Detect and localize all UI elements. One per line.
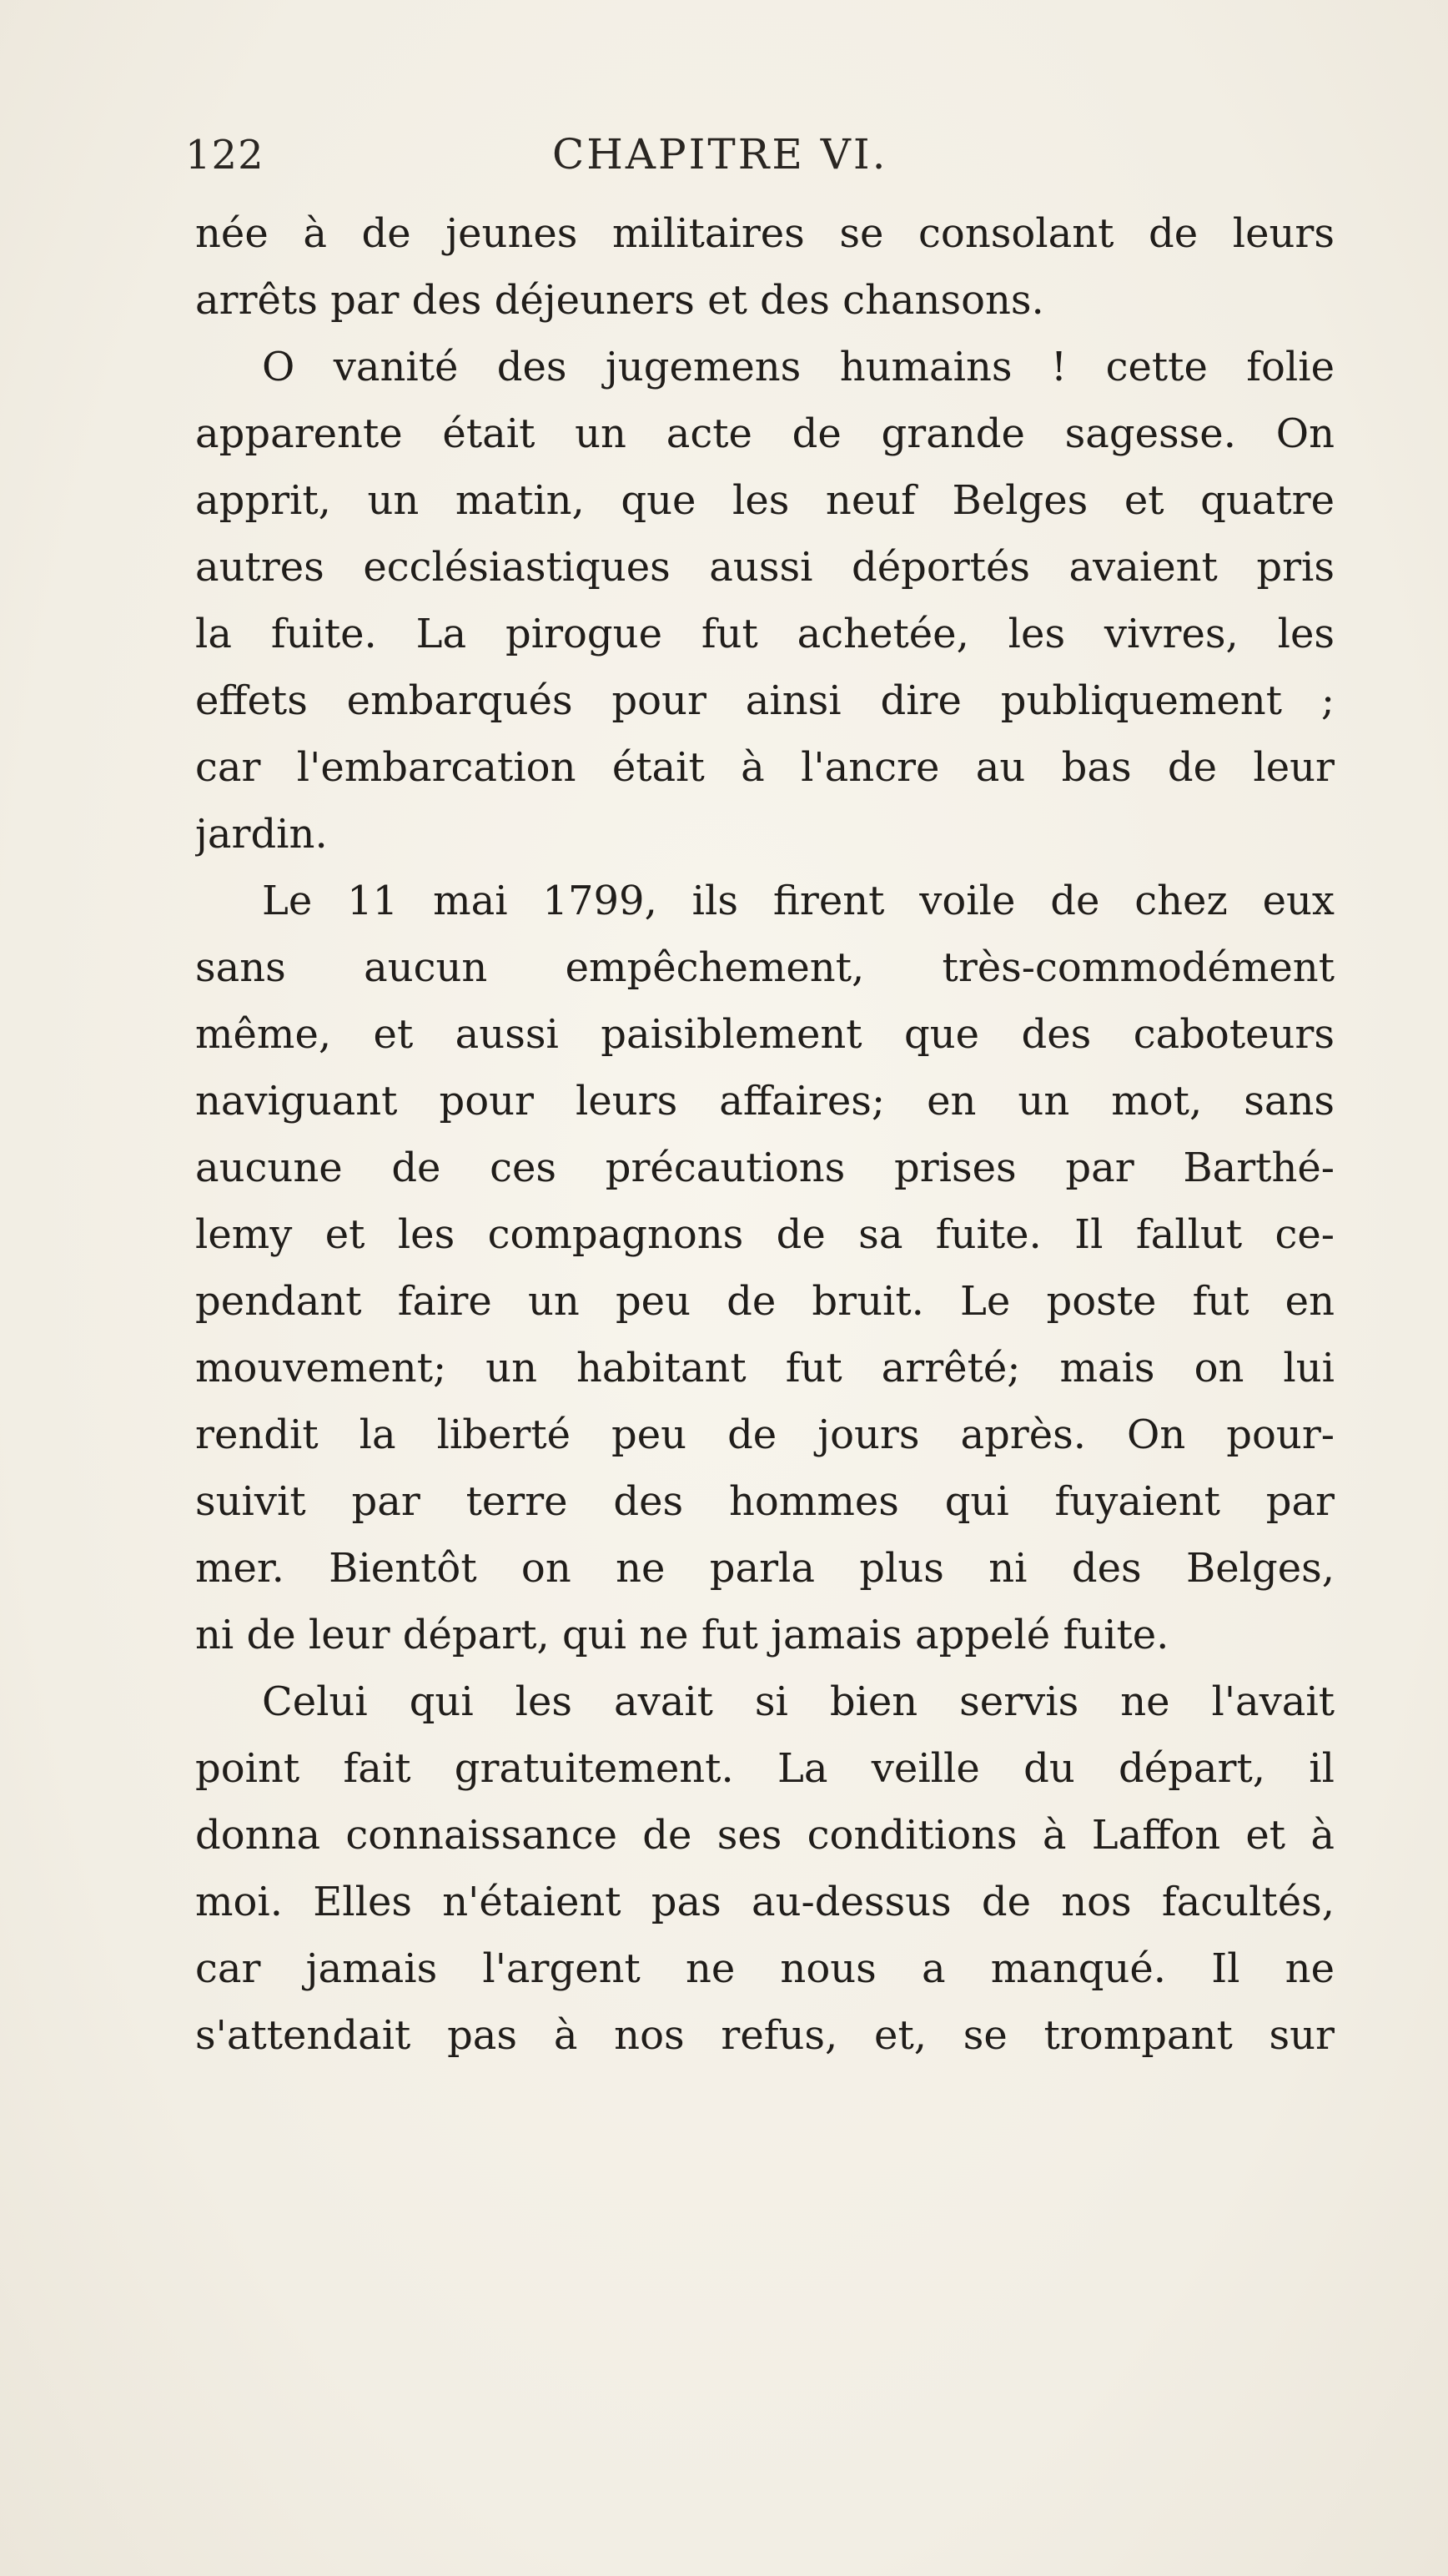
page-number: 122 (185, 132, 264, 179)
text-line: suivit par terre des hommes qui fuyaient par (195, 1478, 1335, 1525)
text-line: ni de leur départ, qui ne fut jamais appelé fuite. (195, 1612, 1169, 1658)
text-line: née à de jeunes militaires se consolant de leurs (195, 210, 1335, 257)
text-line: jardin. (195, 811, 328, 858)
text-line: pendant faire un peu de bruit. Le poste fut en (195, 1278, 1335, 1325)
text-line: autres ecclésiastiques aussi déportés avaient pris (195, 544, 1335, 591)
text-line: même, et aussi paisiblement que des caboteurs (195, 1011, 1335, 1058)
text-line: la fuite. La pirogue fut achetée, les vivres, les (195, 611, 1335, 657)
text-line: apprit, un matin, que les neuf Belges et quatre (195, 477, 1335, 524)
text-line: arrêts par des déjeuners et des chansons. (195, 277, 1044, 324)
text-line: naviguant pour leurs affaires; en un mot, sans (195, 1078, 1335, 1124)
body-text (195, 200, 1335, 2069)
text-line: O vanité des jugemens humains ! cette folie (262, 344, 1335, 390)
text-line: car jamais l'argent ne nous a manqué. Il ne (195, 1945, 1335, 1992)
text-line: moi. Elles n'étaient pas au-dessus de nos facultés, (195, 1879, 1335, 1925)
text-line: Le 11 mai 1799, ils firent voile de chez eux (262, 878, 1335, 924)
text-line: mer. Bientôt on ne parla plus ni des Belges, (195, 1545, 1335, 1592)
text-line: aucune de ces précautions prises par Barthé- (195, 1145, 1335, 1191)
text-line: Celui qui les avait si bien servis ne l'avait (262, 1678, 1335, 1725)
text-line: lemy et les compagnons de sa fuite. Il fallut ce- (195, 1211, 1335, 1258)
text-line: point fait gratuitement. La veille du départ, il (195, 1745, 1335, 1792)
text-line: rendit la liberté peu de jours après. On pour- (195, 1411, 1335, 1458)
text-line: car l'embarcation était à l'ancre au bas de leur (195, 744, 1335, 791)
running-title: CHAPITRE VI. (552, 130, 888, 179)
page-header (185, 125, 1169, 184)
text-line: s'attendait pas à nos refus, et, se trompant sur (195, 2012, 1335, 2059)
text-line: apparente était un acte de grande sagesse. On (195, 410, 1335, 457)
text-line: mouvement; un habitant fut arrêté; mais on lui (195, 1345, 1335, 1391)
text-line: effets embarqués pour ainsi dire publiquement ; (195, 677, 1335, 724)
text-line: sans aucun empêchement, très-commodément (195, 944, 1335, 991)
text-line: donna connaissance de ses conditions à Laffon et à (195, 1812, 1335, 1859)
